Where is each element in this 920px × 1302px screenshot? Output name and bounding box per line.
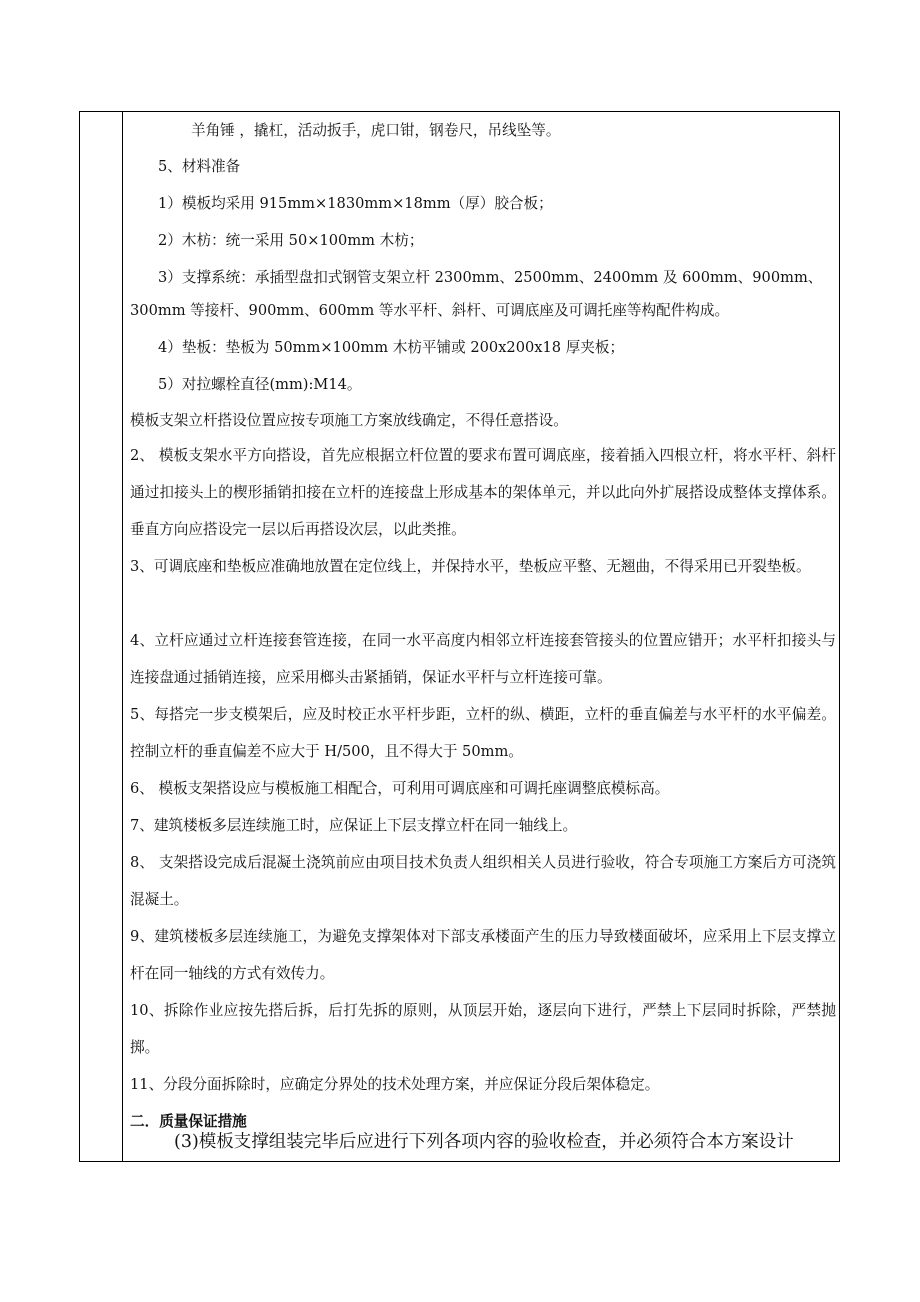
- material-item-4: 4）垫板：垫板为 50mm×100mm 木枋平铺或 200x200x18 厚夹板；: [158, 339, 625, 356]
- paragraph-6: 6、 模板支架搭设应与模板施工相配合，可利用可调底座和可调托座调整底模标高。: [130, 780, 670, 797]
- materials-heading: 5、材料准备: [158, 158, 241, 175]
- acceptance-check-line: (3)模板支撑组装完毕后应进行下列各项内容的验收检查，并必须符合本方案设计: [174, 1132, 794, 1152]
- material-item-3a: 3）支撑系统：承插型盘扣式钢管支架立杆 2300mm、2500mm、2400mm 及 600mm、900mm、: [158, 269, 823, 286]
- paragraph-4: 4、立杆应通过立杆连接套管连接，在同一水平高度内相邻立杆连接套管接头的位置应错开；水平杆扣接头与连接盘通过插销连接，应采用榔头击紧插销，保证水平杆与立杆连接可靠。: [130, 632, 836, 686]
- paragraph-8: 8、 支架搭设完成后混凝土浇筑前应由项目技术负责人组织相关人员进行验收，符合专项施工方案后方可浇筑混凝土。: [130, 854, 836, 908]
- paragraph-7: 7、建筑楼板多层连续施工时，应保证上下层支撑立杆在同一轴线上。: [130, 817, 578, 834]
- paragraph-1: 模板支架立杆搭设位置应按专项施工方案放线确定，不得任意搭设。: [130, 412, 568, 429]
- material-item-2: 2）木枋：统一采用 50×100mm 木枋；: [158, 232, 424, 249]
- document-table: [79, 111, 840, 1162]
- paragraph-5: 5、每搭完一步支模架后，应及时校正水平杆步距，立杆的纵、横距，立杆的垂直偏差与水平杆的水平偏差。控制立杆的垂直偏差不应大于 H/500，且不得大于 50mm。: [130, 706, 836, 760]
- paragraph-3: 3、可调底座和垫板应准确地放置在定位线上，并保持水平，垫板应平整、无翘曲，不得采用已开裂垫板。: [130, 558, 811, 575]
- paragraph-2: 2、 模板支架水平方向搭设，首先应根据立杆位置的要求布置可调底座，接着插入四根立杆，将水平杆、斜杆通过扣接头上的楔形插销扣接在立杆的连接盘上形成基本的架体单元，并以此向外扩展搭设成整体支撑体系。垂直方向应搭设完一层以后再搭设次层，以此类推。: [130, 447, 836, 538]
- section-heading-quality: 二．质量保证措施: [130, 1113, 247, 1130]
- material-item-3b: 300mm 等接杆、900mm、600mm 等水平杆、斜杆、可调底座及可调托座等构配件构成。: [130, 302, 730, 319]
- column-divider: [122, 112, 123, 1161]
- paragraph-10: 10、拆除作业应按先搭后拆，后打先拆的原则，从顶层开始，逐层向下进行，严禁上下层同时拆除，严禁抛掷。: [130, 1002, 836, 1056]
- paragraph-11: 11、分段分面拆除时，应确定分界处的技术处理方案，并应保证分段后架体稳定。: [130, 1076, 660, 1093]
- material-item-1: 1）模板均采用 915mm×1830mm×18mm（厚）胶合板；: [158, 195, 553, 212]
- paragraph-9: 9、建筑楼板多层连续施工，为避免支撑架体对下部支承楼面产生的压力导致楼面破坏，应采用上下层支撑立杆在同一轴线的方式有效传力。: [130, 928, 836, 982]
- material-item-5: 5）对拉螺栓直径(mm):M14。: [158, 376, 362, 393]
- tools-line: 羊角锤 ，撬杠，活动扳手，虎口钳，钢卷尺，吊线坠等。: [191, 122, 561, 139]
